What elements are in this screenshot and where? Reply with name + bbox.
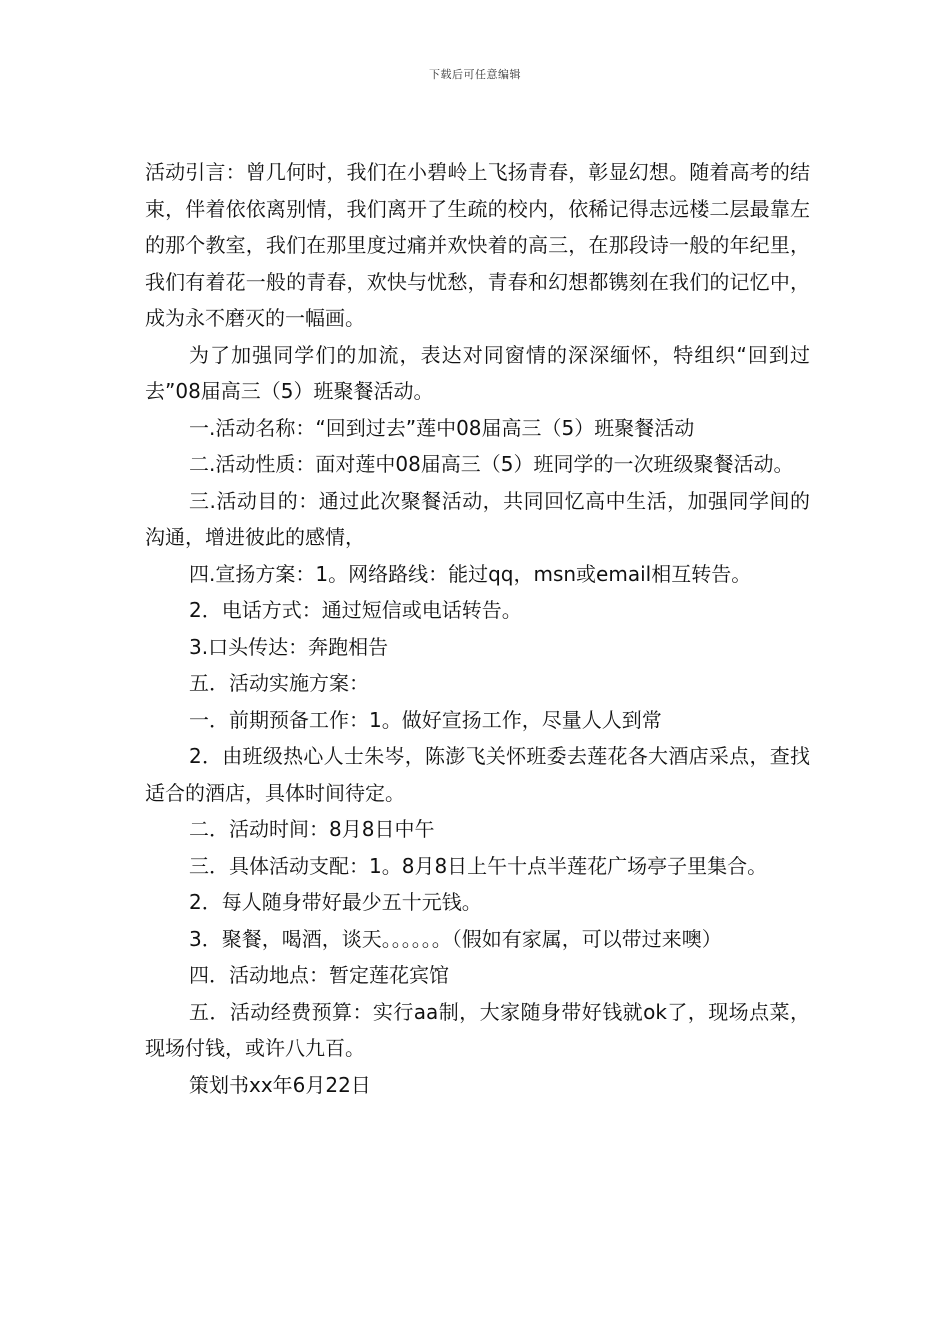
paragraph-dinner: 3．聚餐，喝酒，谈天。。。。。。（假如有家属，可以带过来噢） [189,926,722,951]
paragraph-word-of-mouth: 3.口头传达：奔跑相告 [189,634,389,659]
paragraph-signature-date: 策划书xx年6月22日 [189,1072,371,1097]
document-body [145,154,810,1103]
paragraph-intro: 活动引言：曾几何时，我们在小碧岭上飞扬青春，彰显幻想。随着高考的结束，伴着依依离别情，我们离开了生疏的校内，依稀记得志远楼二层最靠左的那个教室，我们在那里度过痛并欢快着的高三，在那段诗一般的年纪里，我们有着花一般的青春，欢快与忧愁，青春和幻想都镌刻在我们的记忆中，成为永不磨灭的一幅画。 [145,160,810,330]
paragraph-activity-time: 二．活动时间：8月8日中午 [189,817,435,841]
paragraph-location: 四．活动地点：暂定莲花宾馆 [189,963,449,987]
paragraph-activity-nature: 二.活动性质：面对莲中08届高三（5）班同学的一次班级聚餐活动。 [189,452,794,476]
paragraph-venue-scouting: 2．由班级热心人士朱岑，陈澎飞关怀班委去莲花各大酒店采点，查找适合的酒店，具体时间待定。 [145,744,810,805]
page-header: 下载后可任意编辑 [429,68,521,81]
paragraph-purpose: 为了加强同学们的加流，表达对同窗情的深深缅怀，特组织“回到过去”08届高三（5）班聚餐活动。 [145,342,810,403]
paragraph-budget: 五．活动经费预算：实行aa制，大家随身带好钱就ok了，现场点菜，现场付钱，或许八九百。 [145,999,810,1060]
paragraph-implementation-heading: 五．活动实施方案： [189,671,369,695]
paragraph-schedule: 三．具体活动支配：1。8月8日上午十点半莲花广场亭子里集合。 [189,853,768,878]
paragraph-preparation: 一．前期预备工作：1。做好宣扬工作，尽量人人到常 [189,707,662,732]
paragraph-promotion-plan: 四.宣扬方案：1。网络路线：能过qq，msn或email相互转告。 [189,561,752,586]
paragraph-bring-money: 2．每人随身带好最少五十元钱。 [189,890,482,914]
paragraph-phone-method: 2．电话方式：通过短信或电话转告。 [189,598,522,622]
paragraph-activity-goal: 三.活动目的：通过此次聚餐活动，共同回忆高中生活，加强同学间的沟通，增进彼此的感情， [145,488,810,549]
paragraph-activity-name: 一.活动名称：“回到过去”莲中08届高三（5）班聚餐活动 [189,415,695,440]
